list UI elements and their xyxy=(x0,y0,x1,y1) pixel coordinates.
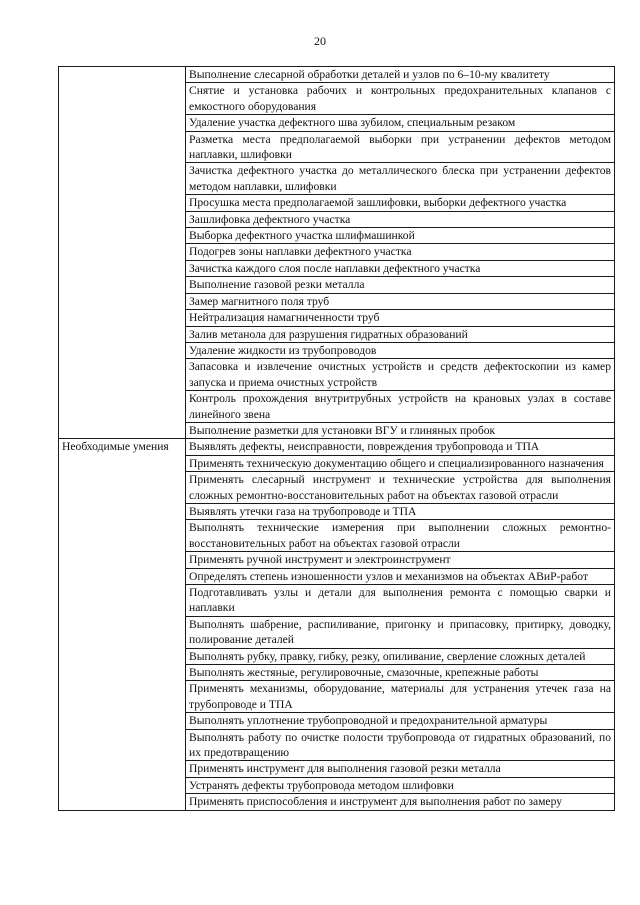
requirement-item: Определять степень изношенности узлов и механизмов на объектах АВиР-работ xyxy=(186,568,615,584)
requirement-item: Подогрев зоны наплавки дефектного участка xyxy=(186,244,615,260)
requirement-item: Замер магнитного поля труб xyxy=(186,293,615,309)
table-row xyxy=(59,67,615,83)
requirement-item: Подготавливать узлы и детали для выполнения ремонта с помощью сварки и наплавки xyxy=(186,585,615,617)
requirement-item: Зашлифовка дефектного участка xyxy=(186,211,615,227)
requirement-item: Выявлять утечки газа на трубопроводе и ТПА xyxy=(186,503,615,519)
requirements-table xyxy=(58,66,615,811)
requirement-item: Выполнять жестяные, регулировочные, смазочные, крепежные работы xyxy=(186,665,615,681)
table-row xyxy=(59,439,615,455)
requirement-item: Зачистка каждого слоя после наплавки дефектного участка xyxy=(186,260,615,276)
category-cell xyxy=(59,67,186,439)
requirement-item: Выполнение газовой резки металла xyxy=(186,277,615,293)
requirement-item: Применять техническую документацию общего и специализированного назначения xyxy=(186,455,615,471)
requirement-item: Контроль прохождения внутритрубных устройств на крановых узлах в составе линейного звена xyxy=(186,391,615,423)
requirement-item: Применять инструмент для выполнения газовой резки металла xyxy=(186,761,615,777)
requirement-item: Применять приспособления и инструмент для выполнения работ по замеру xyxy=(186,794,615,810)
requirements-table-body xyxy=(59,67,615,811)
requirement-item: Выполнять работу по очистке полости трубопровода от гидратных образований, по их предотвращению xyxy=(186,729,615,761)
requirement-item: Выполнение слесарной обработки деталей и узлов по 6–10-му квалитету xyxy=(186,67,615,83)
requirement-item: Нейтрализация намагниченности труб xyxy=(186,310,615,326)
requirement-item: Применять механизмы, оборудование, материалы для устранения утечек газа на трубопроводе и ТПА xyxy=(186,681,615,713)
page-number: 20 xyxy=(314,34,326,48)
requirement-item: Устранять дефекты трубопровода методом шлифовки xyxy=(186,777,615,793)
requirement-item: Применять ручной инструмент и электроинструмент xyxy=(186,552,615,568)
category-cell: Необходимые умения xyxy=(59,439,186,810)
requirement-item: Удаление жидкости из трубопроводов xyxy=(186,342,615,358)
requirement-item: Выполнять рубку, правку, гибку, резку, опиливание, сверление сложных деталей xyxy=(186,648,615,664)
requirement-item: Выполнение разметки для установки ВГУ и глиняных пробок xyxy=(186,422,615,438)
requirement-item: Зачистка дефектного участка до металлического блеска при устранении дефектов методом наплавки, шлифовки xyxy=(186,163,615,195)
requirement-item: Применять слесарный инструмент и технические устройства для выполнения сложных ремонтно-восстановительных работ на объектах газовой отрасли xyxy=(186,472,615,504)
requirement-item: Разметка места предполагаемой выборки при устранении дефектов методом наплавки, шлифовки xyxy=(186,131,615,163)
requirement-item: Снятие и установка рабочих и контрольных предохранительных клапанов с емкостного оборудования xyxy=(186,83,615,115)
requirement-item: Выполнять шабрение, распиливание, пригонку и припасовку, притирку, доводку, полирование деталей xyxy=(186,616,615,648)
requirement-item: Выборка дефектного участка шлифмашинкой xyxy=(186,228,615,244)
requirement-item: Выполнять технические измерения при выполнении сложных ремонтно-восстановительных работ на объектах газовой отрасли xyxy=(186,520,615,552)
requirement-item: Запасовка и извлечение очистных устройств и средств дефектоскопии из камер запуска и приема очистных устройств xyxy=(186,359,615,391)
requirement-item: Выполнять уплотнение трубопроводной и предохранительной арматуры xyxy=(186,713,615,729)
requirement-item: Просушка места предполагаемой зашлифовки, выборки дефектного участка xyxy=(186,195,615,211)
requirement-item: Выявлять дефекты, неисправности, повреждения трубопровода и ТПА xyxy=(186,439,615,455)
requirement-item: Удаление участка дефектного шва зубилом, специальным резаком xyxy=(186,115,615,131)
requirement-item: Залив метанола для разрушения гидратных образований xyxy=(186,326,615,342)
